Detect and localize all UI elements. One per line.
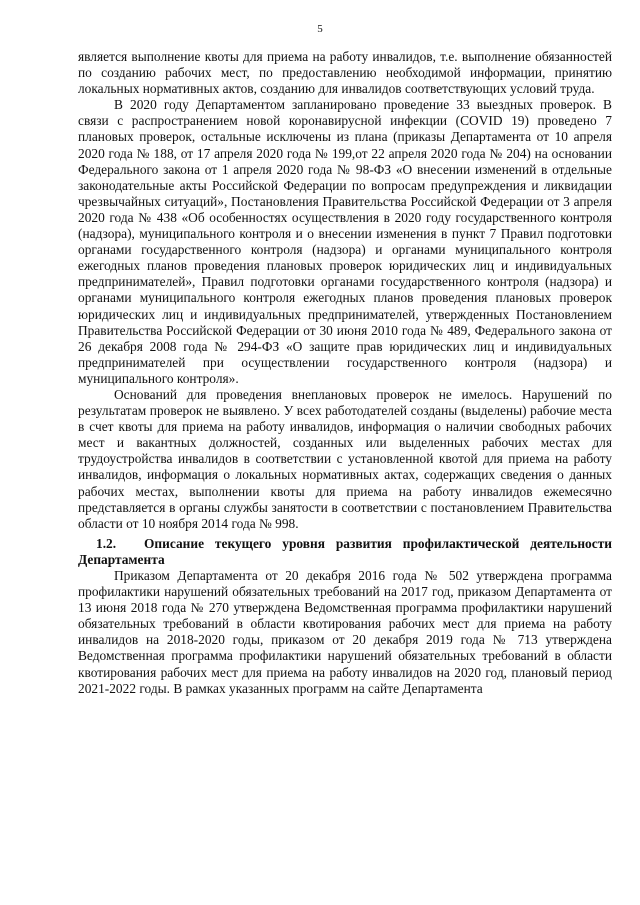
section-number: 1.2. [96, 535, 117, 551]
section-heading [78, 536, 612, 568]
section-title: Описание текущего уровня развития профилактической деятельности Департамента [78, 535, 612, 567]
paragraph-inspections-2020: В 2020 году Департаментом запланировано проведение 33 выездных проверок. В связи с распространением новой коронавирусной инфекции (COVID 19) проведено 7 плановых проверок, остальные исключены из плана (приказы Департамента от 10 апреля 2020 года № 188, от 17 апреля 2020 года № 199,от 22 апреля 2020 года № 204) на основании Федерального закона от 1 апреля 2020 года № 98-ФЗ «О внесении изменений в отдельные законодательные акты Российской Федерации по вопросам предупреждения и ликвидации чрезвычайных ситуаций», Постановления Правительства Российской Федерации от 3 апреля 2020 года № 438 «Об особенностях осуществления в 2020 году государственного контроля (надзора), муниципального контроля и о внесении изменения в пункт 7 Правил подготовки органами государственного контроля (надзора) и органами муниципального контроля ежегодных планов проведения плановых проверок юридических лиц и индивидуальных предпринимателей», Правил подготовки органами государственного контроля (надзора) и органами муниципального контроля ежегодных планов проведения плановых проверок юридических лиц и индивидуальных предпринимателей, утвержденных Постановлением Правительства Российской Федерации от 30 июня 2010 года № 489, Федерального закона от 26 декабря 2008 года № 294-ФЗ «О защите прав юридических лиц и индивидуальных предпринимателей при осуществлении государственного контроля (надзора) и муниципального контроля». [78, 97, 612, 386]
paragraph-prevention-programs: Приказом Департамента от 20 декабря 2016 года № 502 утверждена программа профилактики нарушений обязательных требований на 2017 год, приказом Департамента от 13 июня 2018 года № 270 утверждена Ведомственная программа профилактики нарушений обязательных требований в области квотирования рабочих мест для приема на работу инвалидов на 2018-2020 годы, приказом от 20 декабря 2019 года № 713 утверждена Ведомственная программа профилактики нарушений обязательных требований в области квотирования рабочих мест для приема на работу инвалидов на 2020 год, плановый период 2021-2022 годы. В рамках указанных программ на сайте Департамента [78, 568, 612, 696]
document-body [78, 49, 612, 697]
paragraph-no-violations: Оснований для проведения внеплановых проверок не имелось. Нарушений по результатам проверок не выявлено. У всех работодателей созданы (выделены) рабочие места в счет квоты для приема на работу инвалидов, информация о наличии свободных рабочих мест и вакантных должностей, созданных или выделенных рабочих местах для трудоустройства инвалидов в соответствии с установленной квотой для приема на работу инвалидов, информация о локальных нормативных актах, содержащих сведения о данных рабочих местах, выполнении квоты для приема на работу инвалидов ежемесячно представляется в органы службы занятости в соответствии с постановлением Правительства области от 10 ноября 2014 года № 998. [78, 386, 612, 531]
paragraph-continuation: является выполнение квоты для приема на работу инвалидов, т.е. выполнение обязанностей по созданию рабочих мест, по предоставлению необходимой информации, принятию локальных нормативных актов, созданию для инвалидов соответствующих условий труда. [78, 49, 612, 97]
page-number: 5 [317, 23, 323, 35]
